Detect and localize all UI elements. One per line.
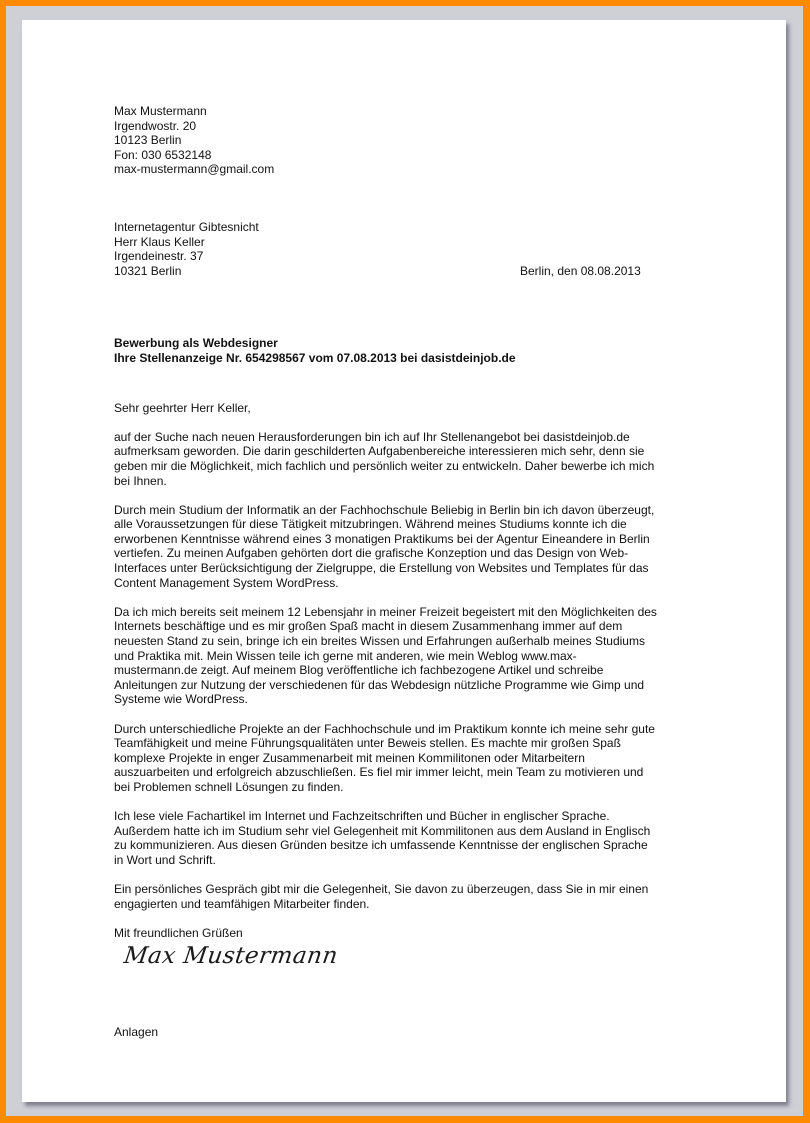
paragraph-line: aufmerksam geworden. Die darin geschilderten Aufgabenbereiche interessieren mich sehr, denn sie bbox=[114, 444, 645, 459]
salutation: Sehr geehrter Herr Keller, bbox=[114, 400, 251, 415]
recipient-street: Irgendeinestr. 37 bbox=[114, 249, 204, 264]
paragraph-line: Durch unterschiedliche Projekte an der Fachhochschule und im Praktikum konnte ich meine sehr gute bbox=[114, 721, 655, 736]
paragraph-line: zu kommunizieren. Aus diesen Gründen besitze ich umfassende Kenntnisse der englischen Sprache bbox=[114, 838, 648, 853]
paragraph-line: Systeme wie WordPress. bbox=[114, 692, 248, 707]
paragraph-line: Ich lese viele Fachartikel im Internet und Fachzeitschriften und Bücher in englischer Sprache. bbox=[114, 809, 610, 824]
body-paragraph bbox=[114, 882, 704, 911]
paragraph-line: vertiefen. Zu meinen Aufgaben gehörten dort die grafische Konzeption und das Design von Web- bbox=[114, 546, 629, 561]
recipient-city: 10321 Berlin bbox=[114, 263, 182, 278]
letter-date: Berlin, den 08.08.2013 bbox=[520, 263, 641, 278]
subject-line-1: Bewerbung als Webdesigner bbox=[114, 336, 278, 351]
paragraph-line: bei Problemen schnell Lösungen zu finden. bbox=[114, 779, 344, 794]
paragraph-line: engagierten und teamfähigen Mitarbeiter finden. bbox=[114, 896, 370, 911]
paragraph-line: bei Ihnen. bbox=[114, 473, 167, 488]
letter-page bbox=[22, 20, 786, 1102]
closing: Mit freundlichen Grüßen bbox=[114, 925, 243, 940]
paragraph-line: Teamfähigkeit und meine Führungsqualitäten unter Beweis stellen. Es machte mir großen Spaß bbox=[114, 736, 621, 751]
recipient-address bbox=[114, 220, 704, 278]
body-paragraph bbox=[114, 430, 704, 488]
attachments-note: Anlagen bbox=[114, 1024, 159, 1039]
paragraph-line: erworbenen Kenntnisse während eines 3 monatigen Praktikums bei der Agentur Eineandere in Berlin bbox=[114, 531, 650, 546]
paragraph-line: Internets beschäftige und es mir großen Spaß macht in diesem Zusammenhang immer auf dem bbox=[114, 619, 623, 634]
paragraph-line: alle Voraussetzungen für diese Tätigkeit mitzubringen. Während meines Studiums konnte ich die bbox=[114, 517, 627, 532]
body-paragraph bbox=[114, 503, 704, 591]
paragraph-line: mustermann.de zeigt. Auf meinem Blog veröffentliche ich fachbezogene Artikel und schreibe bbox=[114, 663, 604, 678]
body-paragraph bbox=[114, 809, 704, 867]
sender-street: Irgendwostr. 20 bbox=[114, 118, 197, 133]
handwritten-signature: Max Mustermann bbox=[122, 942, 340, 969]
paragraph-line: geben mir die Möglichkeit, mich fachlich und persönlich weiter zu entwickeln. Daher bewerbe ich mich bbox=[114, 458, 655, 473]
paragraph-line: komplexe Projekte in enger Zusammenarbeit mit meinen Kommilitonen oder Mitarbeitern bbox=[114, 750, 585, 765]
paragraph-line: Außerdem hatte ich im Studium sehr viel Gelegenheit mit Kommilitonen aus dem Ausland in Englisch bbox=[114, 823, 651, 838]
subject-line-2: Ihre Stellenanzeige Nr. 654298567 vom 07.08.2013 bei dasistdeinjob.de bbox=[114, 350, 516, 365]
sender-name: Max Mustermann bbox=[114, 104, 207, 118]
recipient-company: Internetagentur Gibtesnicht bbox=[114, 219, 259, 234]
body-paragraph bbox=[114, 605, 704, 707]
sender-address bbox=[114, 104, 704, 177]
subject bbox=[114, 336, 704, 365]
paragraph-line: neuesten Stand zu sein, bringe ich ein breites Wissen und Erfahrungen außerhalb meines Studiums bbox=[114, 634, 645, 649]
letter-content bbox=[114, 104, 704, 1039]
sender-email: max-mustermann@gmail.com bbox=[114, 162, 275, 177]
paragraph-line: auf der Suche nach neuen Herausforderungen bin ich auf Ihr Stellenangebot bei dasistdeinjob.de bbox=[114, 429, 630, 444]
sender-phone: Fon: 030 6532148 bbox=[114, 147, 212, 162]
recipient-person: Herr Klaus Keller bbox=[114, 234, 205, 249]
sender-city: 10123 Berlin bbox=[114, 133, 182, 148]
paragraph-line: Interfaces unter Berücksichtigung der Zielgruppe, die Erstellung von Websites und Templates für das bbox=[114, 561, 649, 576]
body-paragraph bbox=[114, 722, 704, 795]
paragraph-line: auszuarbeiten und erfolgreich abzuschließen. Es fiel mir immer leicht, mein Team zu motivieren und bbox=[114, 765, 644, 780]
paragraph-line: Anleitungen zur Nutzung der verschiedenen für das Webdesign nützliche Programme wie Gimp und bbox=[114, 677, 645, 692]
letter-body bbox=[114, 430, 704, 912]
paragraph-line: Content Management System WordPress. bbox=[114, 575, 339, 590]
paragraph-line: und Praktika mit. Mein Wissen teile ich gerne mit anderen, wie mein Weblog www.max- bbox=[114, 648, 577, 663]
paragraph-line: Ein persönliches Gespräch gibt mir die Gelegenheit, Sie davon zu überzeugen, dass Sie in mir einen bbox=[114, 882, 649, 897]
paragraph-line: Durch mein Studium der Informatik an der Fachhochschule Beliebig in Berlin bin ich davon überzeugt, bbox=[114, 502, 655, 517]
paragraph-line: Da ich mich bereits seit meinem 12 Lebensjahr in meiner Freizeit begeistert mit den Möglichkeiten des bbox=[114, 604, 657, 619]
paragraph-line: in Wort und Schrift. bbox=[114, 852, 216, 867]
